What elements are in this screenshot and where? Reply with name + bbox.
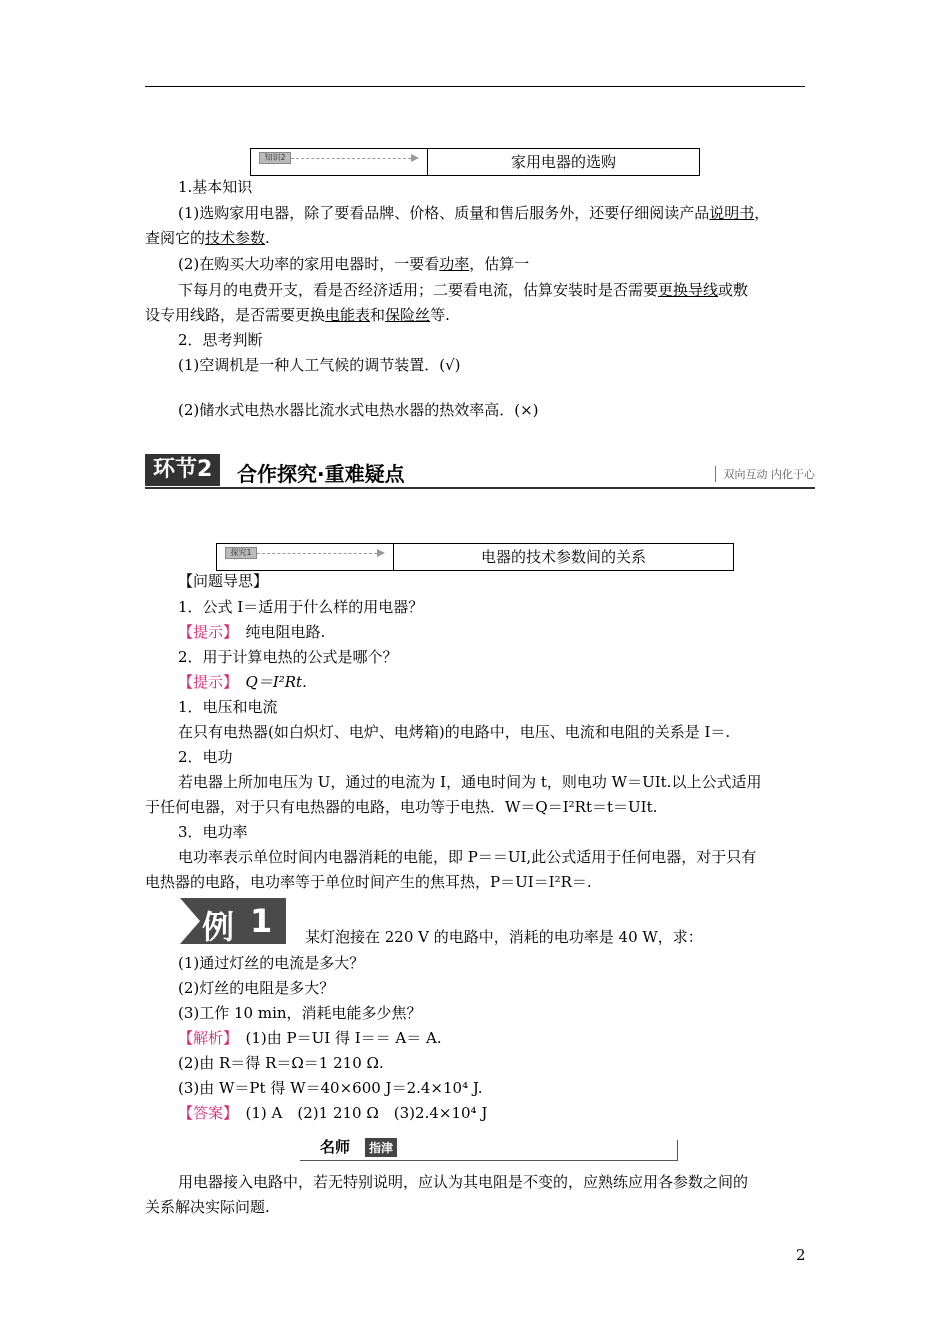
subheading: 3．电功率 xyxy=(178,823,248,841)
question-line: 2．用于计算电热的公式是哪个？ xyxy=(178,648,398,666)
paragraph-line: 电热器的电路，电功率等于单位时间产生的焦耳热，P＝UI＝I²R＝. xyxy=(145,873,592,891)
section-banner xyxy=(145,452,815,492)
arrow-right-icon xyxy=(411,154,419,162)
tips-tag: 指津 xyxy=(365,1138,397,1157)
paragraph-line: (1)选购家用电器，除了要看品牌、价格、质量和售后服务外，还要仔细阅读产品说明书， xyxy=(178,204,770,222)
topic-box-2 xyxy=(216,543,734,571)
paragraph-line: (2)储水式电热水器比流水式电热水器的热效率高．(×) xyxy=(178,401,539,419)
paragraph-line: 关系解决实际问题. xyxy=(145,1198,270,1216)
example-number: 1 xyxy=(250,902,273,940)
paragraph-line: 于任何电器，对于只有电热器的电路，电功等于电热．W＝Q＝I²Rt＝t＝UIt. xyxy=(145,798,658,816)
section-motto: 双向互动 内化于心 xyxy=(715,466,816,482)
subheading: 1．电压和电流 xyxy=(178,698,278,716)
paragraph-line: (1)空调机是一种人工气候的调节装置．(√) xyxy=(178,356,461,374)
topic-title: 家用电器的选购 xyxy=(510,153,616,171)
arrow-right-icon xyxy=(377,549,385,557)
heading-judge: 2．思考判断 xyxy=(178,331,263,349)
solution-line: (2)由 R＝得 R＝Ω＝1 210 Ω. xyxy=(178,1054,384,1072)
example-sub: (3)工作 10 min，消耗电能多少焦？ xyxy=(178,1004,422,1022)
heading-basic: 1.基本知识 xyxy=(178,178,253,196)
header-rule xyxy=(145,86,805,87)
example-label: 例 xyxy=(202,908,235,946)
tips-label: 名师 xyxy=(320,1138,351,1156)
example-sub: (2)灯丝的电阻是多大？ xyxy=(178,979,335,997)
heading-guide: 【问题导思】 xyxy=(178,572,269,590)
page-number: 2 xyxy=(796,1246,806,1264)
section-title: 合作探究·重难疑点 xyxy=(237,462,405,486)
subheading: 2．电功 xyxy=(178,748,233,766)
paragraph-line: 若电器上所加电压为 U，通过的电流为 I，通电时间为 t，则电功 W＝UIt.以上公式适用 xyxy=(178,773,762,791)
paragraph-line: 在只有电热器(如白炽灯、电炉、电烤箱)的电路中，电压、电流和电阻的关系是 I＝. xyxy=(178,723,731,741)
example-badge xyxy=(180,898,286,944)
paragraph-line: 电功率表示单位时间内电器消耗的电能，即 P＝＝UI,此公式适用于任何电器，对于只有 xyxy=(178,848,757,866)
topic-title: 电器的技术参数间的关系 xyxy=(480,548,646,566)
paragraph-line: (2)在购买大功率的家用电器时，一要看功率，估算一 xyxy=(178,255,530,273)
teacher-tips-banner xyxy=(300,1136,678,1162)
topic-tag: 探究1 xyxy=(225,547,257,559)
question-line: 1．公式 I＝适用于什么样的用电器？ xyxy=(178,598,424,616)
hint-line: 【提示】 纯电阻电路. xyxy=(178,623,326,641)
solution-line: 【解析】 (1)由 P＝UI 得 I＝＝ A＝ A. xyxy=(178,1029,442,1047)
paragraph-line: 下每月的电费开支，看是否经济适用；二要看电流，估算安装时是否需要更换导线或敷 xyxy=(178,281,749,299)
section-label: 环节2 xyxy=(145,454,220,486)
topic-tag: 知识2 xyxy=(259,152,291,164)
solution-line: (3)由 W＝Pt 得 W＝40×600 J＝2.4×10⁴ J. xyxy=(178,1079,483,1097)
example-question: 某灯泡接在 220 V 的电路中，消耗的电功率是 40 W，求： xyxy=(305,928,703,946)
hint-line: 【提示】 Q＝I²Rt. xyxy=(178,673,307,691)
paragraph-line: 查阅它的技术参数. xyxy=(145,229,270,247)
paragraph-line: 设专用线路，是否需要更换电能表和保险丝等. xyxy=(145,306,450,324)
paragraph-line: 用电器接入电路中，若无特别说明，应认为其电阻是不变的，应熟练应用各参数之间的 xyxy=(178,1173,749,1191)
example-sub: (1)通过灯丝的电流是多大？ xyxy=(178,954,365,972)
answer-line: 【答案】 (1) A (2)1 210 Ω (3)2.4×10⁴ J xyxy=(178,1104,488,1122)
topic-box-1 xyxy=(250,148,700,176)
